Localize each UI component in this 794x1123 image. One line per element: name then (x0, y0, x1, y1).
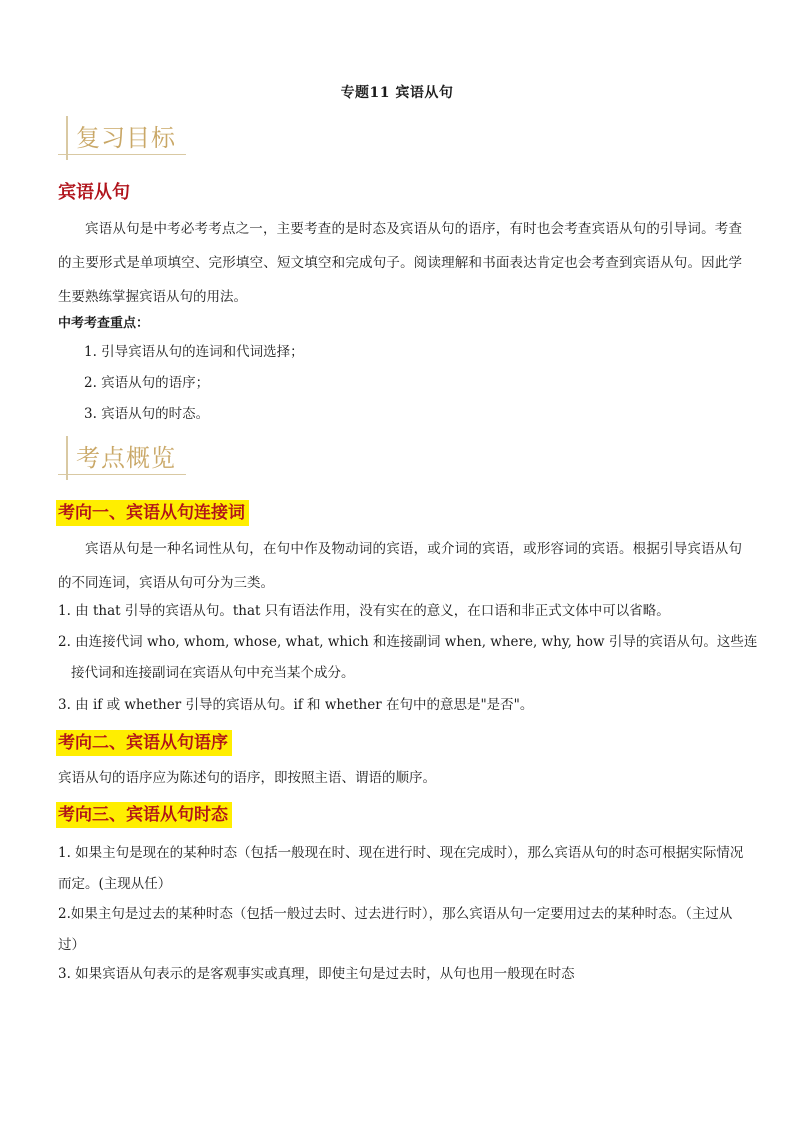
overview-banner (58, 432, 198, 488)
key-point-item: 2. 宾语从句的语序； (84, 375, 210, 391)
topic1-item: 1. 由 that 引导的宾语从句。that 只有语法作用，没有实在的意义，在口语和非正式文体中可以省略。 (58, 603, 670, 619)
key-point-item: 3. 宾语从句的时态。 (84, 406, 210, 422)
topic1-item: 3. 由 if 或 whether 引导的宾语从句。if 和 whether 在句中的意思是"是否"。 (58, 697, 534, 713)
review-goals-banner (58, 112, 198, 168)
key-points-label: 中考考查重点： (58, 316, 150, 331)
intro-paragraph: 宾语从句是中考必考考点之一，主要考查的是时态及宾语从句的语序，有时也会考查宾语从句的引导词。考查的主要形式是单项填空、完形填空、短文填空和完成句子。阅读理解和书面表达肯定也会考查到宾语从句。因此学生要熟练掌握宾语从句的用法。 (58, 221, 742, 305)
section-heading: 宾语从句 (58, 182, 130, 203)
banner-horizontal-rule (58, 474, 186, 475)
topic1-item: 2. 由连接代词 who, whom, whose, what, which 和连接副词 when, where, why, how 引导的宾语从句。这些连接代词和连接副词在宾语从句中充当某个成分。 (58, 634, 758, 681)
banner-title: 复习目标 (76, 124, 176, 152)
topic2-text: 宾语从句的语序应为陈述句的语序，即按照主语、谓语的顺序。 (58, 770, 436, 786)
banner-title: 考点概览 (76, 444, 176, 472)
document-title: 专题11 宾语从句 (340, 85, 454, 101)
banner-horizontal-rule (58, 154, 186, 155)
topic3-item: 2.如果主句是过去的某种时态（包括一般过去时、过去进行时），那么宾语从句一定要用过去的某种时态。（主过从过） (58, 906, 733, 953)
key-point-item: 1. 引导宾语从句的连词和代词选择； (84, 344, 304, 360)
topic2-heading: 考向二、宾语从句语序 (56, 730, 232, 756)
topic1-heading: 考向一、宾语从句连接词 (56, 500, 249, 526)
topic3-item: 3. 如果宾语从句表示的是客观事实或真理，即使主句是过去时，从句也用一般现在时态 (58, 966, 575, 982)
topic3-item: 1. 如果主句是现在的某种时态（包括一般现在时、现在进行时、现在完成时），那么宾语从句的时态可根据实际情况而定。(主现从任） (58, 845, 744, 892)
topic1-paragraph: 宾语从句是一种名词性从句，在句中作及物动词的宾语，或介词的宾语，或形容词的宾语。根据引导宾语从句的不同连词，宾语从句可分为三类。 (58, 541, 742, 591)
topic3-heading: 考向三、宾语从句时态 (56, 802, 232, 828)
